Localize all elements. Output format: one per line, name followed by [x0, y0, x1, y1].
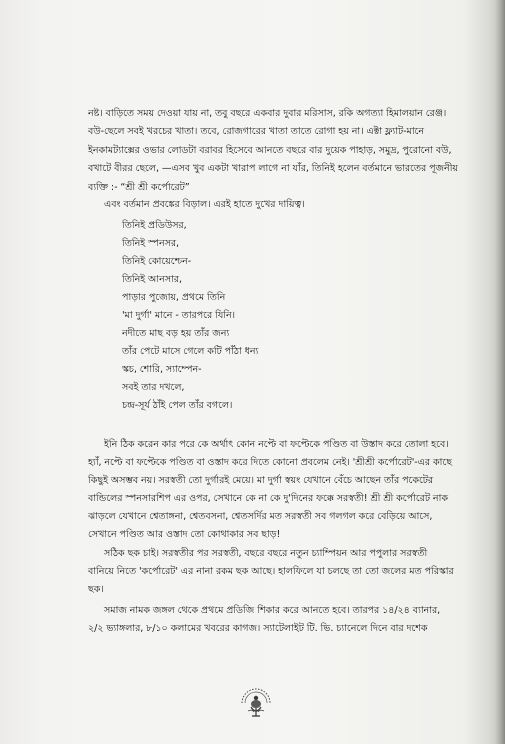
- poem-line: তাঁর পেটে মাসে গেলে কটি পাঁঠা ধন্য: [122, 346, 259, 357]
- text-line: কিছুই অসম্ভব নয়। সরস্বতী তো দুর্গারই মেয়ে। মা দুর্গা স্বয়ং যেখানে বেঁচে আছেন তাঁর পকেটের: [88, 475, 434, 486]
- text-line: বখাটে বীরর ছেলে, —এসব খুব একটা খারাপ লাগে না যাঁর, তিনিই হলেন বর্তমানে ভারতের পূজনীয়: [88, 163, 458, 174]
- poem-line: তিনিই প্রডিউসর,: [122, 220, 187, 231]
- text-line: সেখানে পণ্ডিত আর ওস্তাদ তো কোথাকার সব ছাড়!: [88, 529, 281, 540]
- text-line: বউ-ছেলে সবই খরচের খাতা। তবে, রোজগারের খাতা তাতে রোগা হয় না। এক্টা ফ্ল্যাট-মানে: [88, 126, 424, 137]
- text-line: হ্যাঁ, নপ্টে বা ফপ্টেকে পণ্ডিত বা ওস্তাদ করে দিতে কোনো প্রবলেম নেই। 'শ্রীশ্রী কর্পোরেট'-এর কাছে: [88, 457, 452, 468]
- text-line: ইনি ঠিক করেন কার পরে কে অর্থাৎ কোন নপ্টে বা ফপ্টেকে পণ্ডিত বা উস্তাদ করে তোলা হবে।: [104, 439, 449, 450]
- text-line: ছক।: [88, 584, 104, 595]
- poem-line: পাড়ার পুজোয়, প্রথমে তিনি: [122, 292, 226, 303]
- text-line: বানিয়ে নিতে 'কর্পোরেট' এর নানা রকম ছক আছে। হালফিলে যা চলছে তা তো জলের মত পরিস্কার: [88, 566, 454, 577]
- text-line: সমাজ নামক জঙ্গল থেকে প্রথমে প্রডিজি শিকার করে আনতে হবে। তারপর ১৪/২৪ ব্যানার,: [104, 605, 441, 616]
- poem-line: নদীতে মাছ বড় হয় তাঁর জন্য: [122, 328, 230, 339]
- publisher-emblem-icon: [236, 685, 276, 719]
- poem-line: তিনিই কোয়েশ্চেন-: [122, 256, 192, 267]
- poem-line: স্কচ, শোরি, স্যাম্পেন-: [122, 364, 202, 375]
- poem-line: 'মা দুর্গা' মানে - তারপরে যিনি।: [122, 310, 235, 321]
- poem-line: চন্দ্র-সূর্য ঠাঁই পেল তাঁর বগলে।: [122, 400, 233, 411]
- poem-line: সবই তার দখলে,: [122, 382, 185, 393]
- text-line: ২/২ ভ্যাঙ্গলার, ৮/১০ কলামের খবরের কাগজ। স্যাটেলাইট টি. ভি. চ্যানেলে দিনে বার দশেক: [88, 623, 428, 634]
- text-line: নষ্ট। বাড়িতে সময় দেওয়া যায় না, তবু বছরে একবার দুবার মরিসাস, রকি অগত্যা হিমালয়ান রেঞ্জ।: [88, 108, 447, 119]
- poem-line: তিনিই আনসার,: [122, 274, 182, 285]
- text-line: ব্যক্তি :- “শ্রী শ্রী কর্পোরেট”: [88, 182, 190, 193]
- text-line: বান্ডিলের স্পনসারশিপ এর ওপর, সেখানে কে না কে দু'দিনের ফক্কে সরস্বতী! শ্রী শ্রী কর্পোরেট নাক: [88, 493, 448, 504]
- text-line: সঠিক ছক চাই। সরস্বতীর পর সরস্বতী, বছরে বছরে নতুন চ্যাম্পিয়ন আর পপুলার সরস্বতী: [104, 548, 428, 559]
- poem-line: তিনিই স্পনসর,: [122, 238, 179, 249]
- intro-line: এবং বর্তমান প্রবঙ্কের বিড়াল। এরই হাতে দুখের দায়িত্ব।: [104, 199, 305, 210]
- text-line: ঝাড়লে যেখানে শ্বেতাঙ্গনা, শ্বেতবসনা, শ্বেতসর্দির মত সরস্বতী সব গলগল করে বেড়িয়ে আসে,: [88, 511, 433, 522]
- text-line: ইনকামট্যাক্সের ওভার লোডটা বরাবর হিসেবে আনতে বছরে বার দুয়েক পাহাড়, সমুদ্র, পুরোনো বউ,: [88, 145, 452, 156]
